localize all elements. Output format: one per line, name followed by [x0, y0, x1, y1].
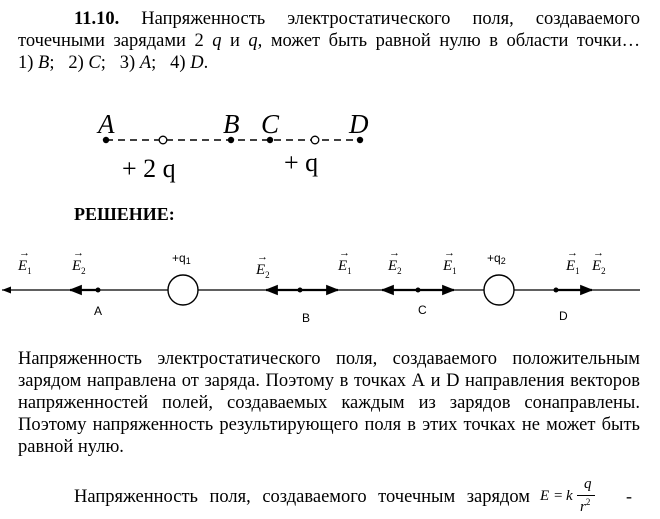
solution-line-4: Поэтому напряженность результирующего поля в этих точках не может быть [18, 415, 640, 435]
vector-e2-label-d: → $E_2$ [592, 247, 606, 276]
word: равной [375, 31, 431, 51]
trailing-dash: - [626, 486, 632, 506]
vector-e1-label-a: → $E_1$ [18, 247, 32, 276]
label-b: B [302, 311, 311, 325]
word: точечными [18, 31, 105, 51]
formula-k: k [566, 488, 573, 504]
solution-line-2: зарядом направлена от заряда. Поэтому в точках А и D направления векторов [18, 371, 640, 391]
formula-eq: = [554, 488, 563, 504]
label-c: C [418, 303, 427, 317]
word: электростатического [287, 9, 451, 29]
word: поля, [472, 9, 514, 29]
word: области [506, 31, 569, 51]
charge-q2-label: +q2 [487, 251, 506, 266]
word: нулю [439, 31, 481, 51]
vector-e2-label-b: → $E_2$ [256, 251, 270, 280]
word: q, [248, 31, 263, 51]
word: быть [328, 31, 368, 51]
label-a: A [98, 109, 115, 139]
word: может [270, 31, 321, 51]
charge-left-label: + 2 q [122, 154, 176, 183]
formula-numerator: q [584, 476, 592, 492]
word: зарядами [113, 31, 186, 51]
word: q [212, 31, 222, 51]
vector-e1-label-c: → $E_1$ [443, 247, 457, 276]
solution-line-3: напряженностей полей, создаваемых каждым из зарядов сонаправлены. [18, 393, 640, 413]
label-d: D [559, 309, 568, 323]
formula-line-text: Напряженность поля, создаваемого точечным зарядом [74, 487, 530, 507]
solution-line-1: Напряженность электростатического поля, создаваемого положительным [18, 349, 640, 369]
answer-option-1: 1) B; [18, 53, 55, 73]
answer-option-4: 4) D. [170, 53, 209, 73]
word: точки… [576, 31, 641, 51]
formula-e: E [540, 488, 550, 504]
answer-option-2: 2) C; [68, 53, 106, 73]
vector-e2-label-c: → $E_2$ [388, 247, 402, 276]
word: и [230, 31, 240, 51]
word: в [489, 31, 498, 51]
label-b: B [223, 109, 240, 139]
solution-line-5: равной нулю. [18, 437, 124, 457]
coulomb-formula [538, 478, 628, 518]
word: Напряженность [141, 9, 266, 29]
charge-q1-label: +q1 [172, 251, 191, 266]
label-a: A [94, 304, 103, 318]
vector-e1-label-b: → $E_1$ [338, 247, 352, 276]
formula-denominator: $r^2$ [580, 497, 591, 515]
answer-option-3: 3) A; [119, 53, 157, 73]
word: 2 [194, 31, 204, 51]
label-c: C [261, 109, 280, 139]
charge-right-label: + q [284, 148, 319, 177]
vector-e1-label-d: → $E_1$ [566, 247, 580, 276]
fraction-bar [577, 495, 595, 496]
vector-e2-label-a: → $E_2$ [72, 247, 86, 276]
problem-number: 11.10. [74, 9, 120, 29]
label-d: D [349, 109, 369, 139]
word: создаваемого [535, 9, 641, 29]
solution-heading: РЕШЕНИЕ: [74, 204, 175, 224]
